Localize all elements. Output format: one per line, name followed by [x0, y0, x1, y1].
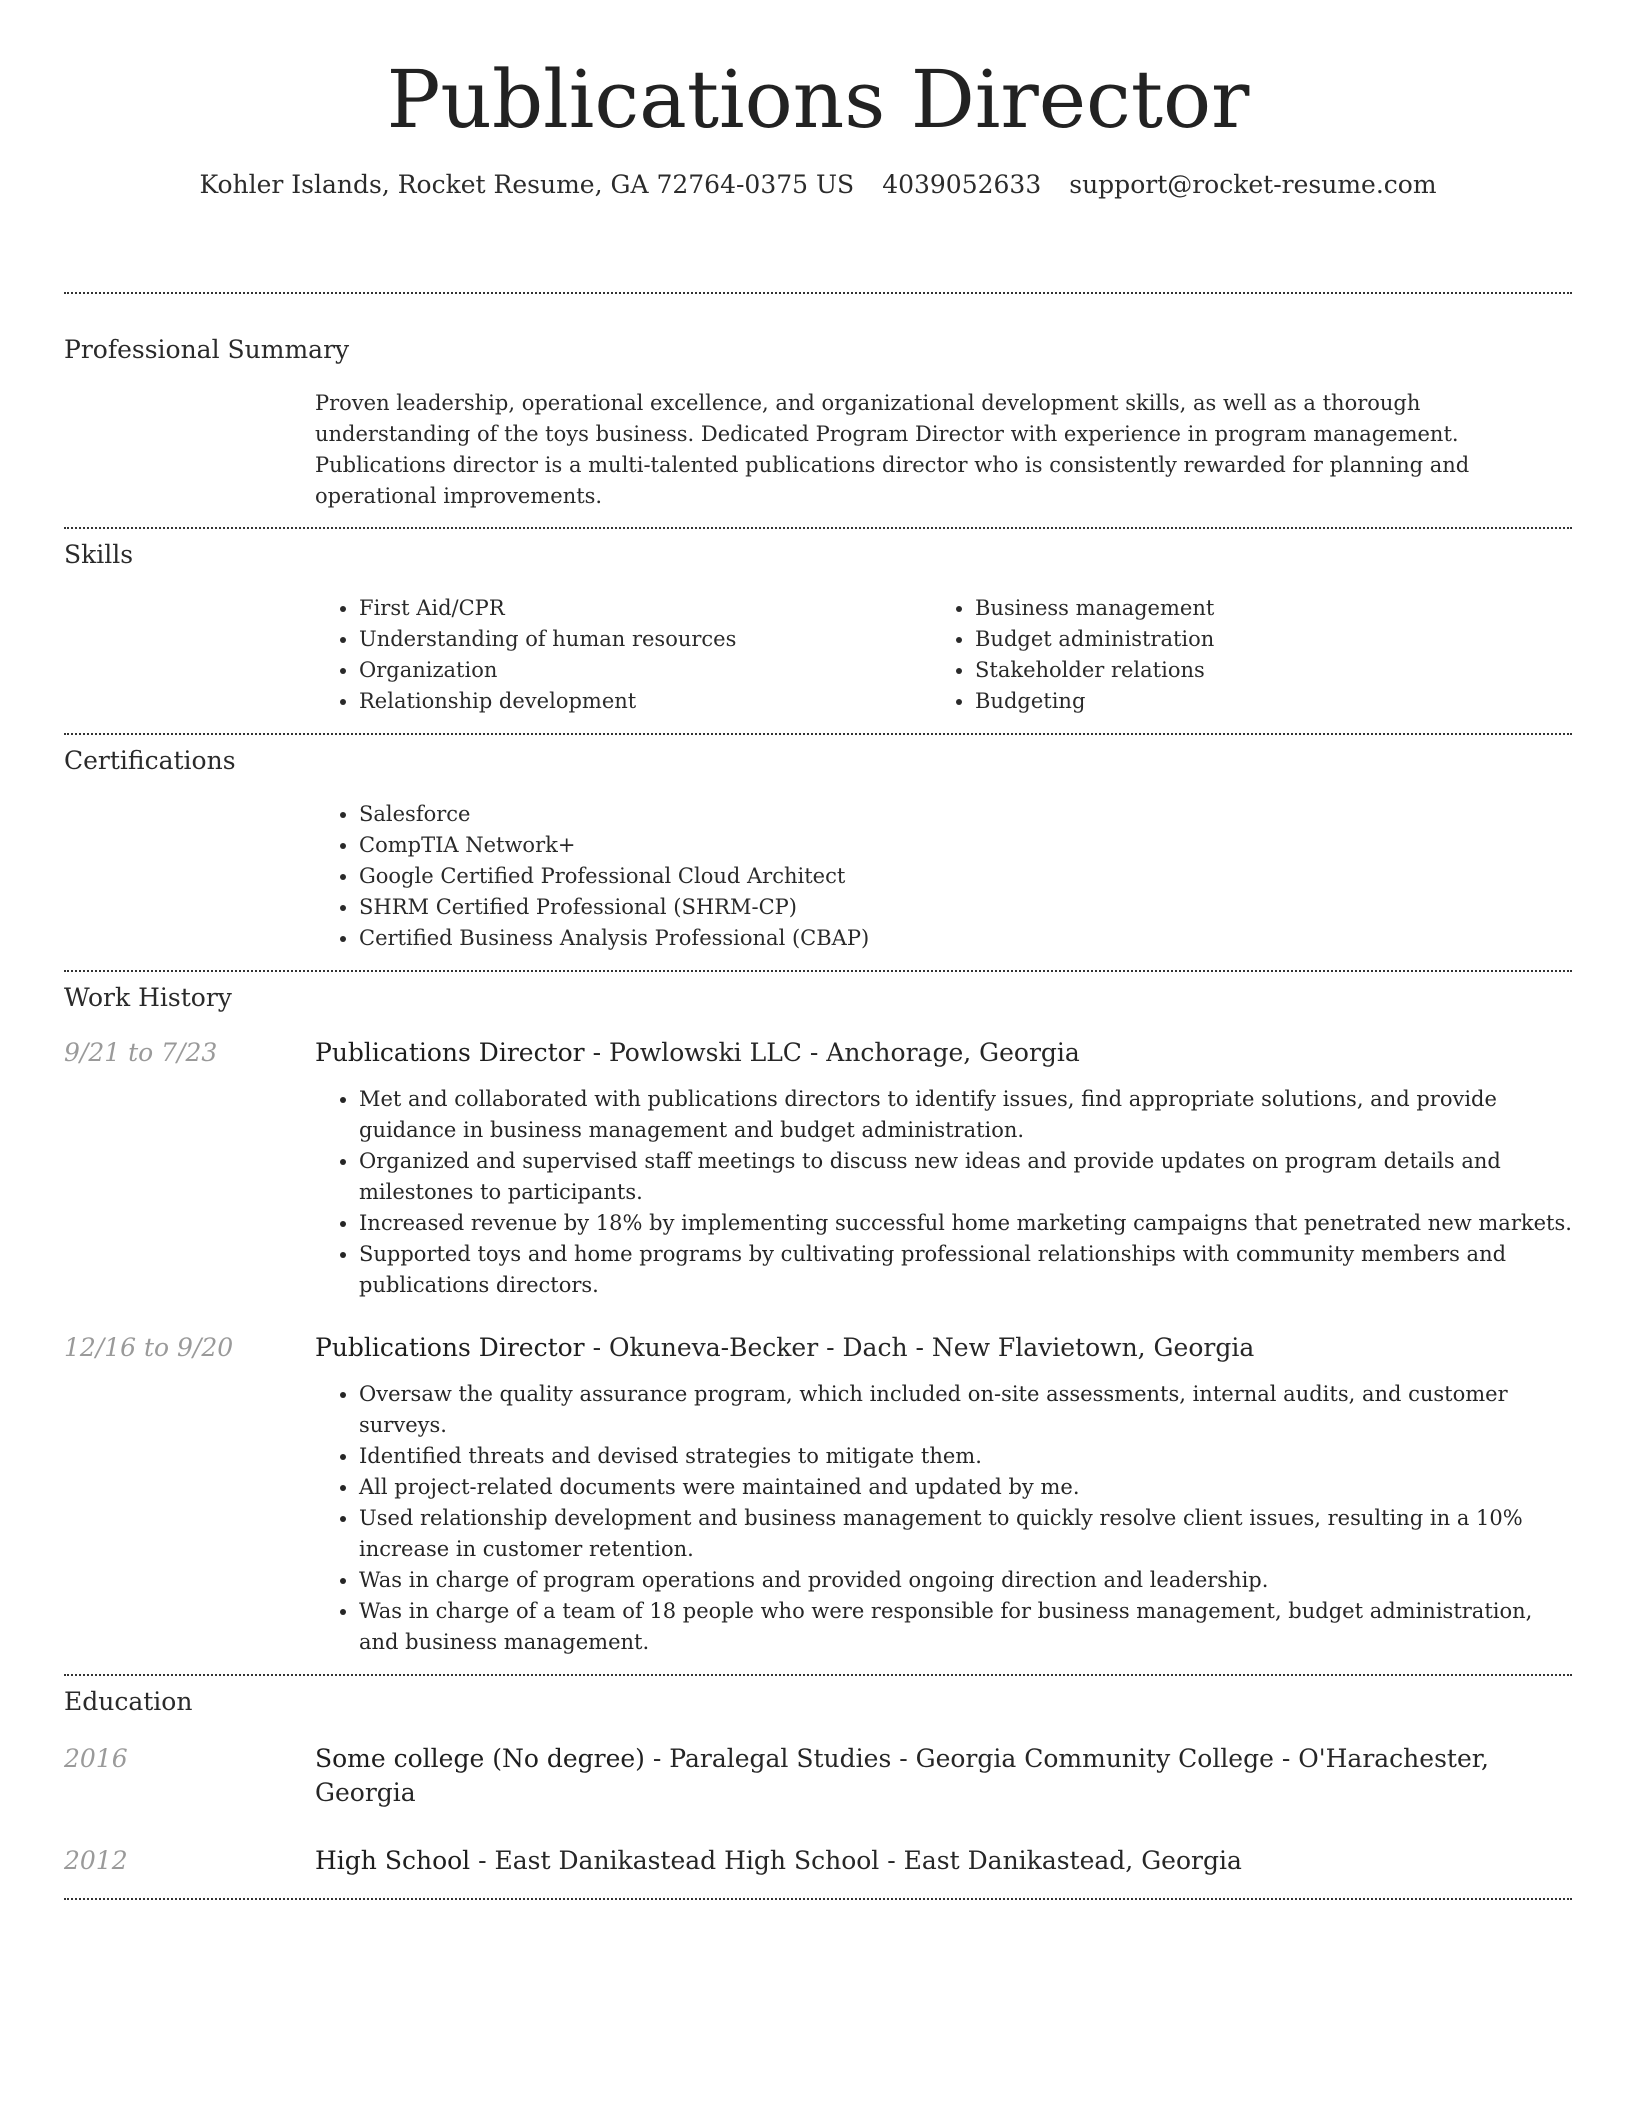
- job-details: - Okuneva-Becker - Dach - New Flavietown, Georgia: [584, 1333, 1255, 1362]
- job-bullet: • Oversaw the quality assurance program, which included on-site assessments, internal audits, and customer surveys.: [359, 1379, 1572, 1441]
- job-bullet: • Was in charge of a team of 18 people who were responsible for business management, budget administration, and business management.: [359, 1596, 1572, 1658]
- contact-email: support@rocket-resume.com: [1069, 170, 1437, 199]
- skills-list-right: [931, 593, 1547, 717]
- section-title-education: Education: [64, 1687, 193, 1716]
- job-entry: [64, 1036, 1572, 1301]
- certification-item: • SHRM Certified Professional (SHRM-CP): [359, 892, 1572, 923]
- divider: [64, 527, 1572, 529]
- skills-section: [64, 539, 1572, 717]
- section-title-certifications: Certifications: [64, 746, 236, 775]
- skill-item: • Relationship development: [359, 686, 931, 717]
- certification-item: • Certified Business Analysis Professional (CBAP): [359, 923, 1572, 954]
- resume-page: [64, 0, 1572, 1900]
- education-degree: High School: [315, 1846, 471, 1875]
- certification-item: • Salesforce: [359, 799, 1572, 830]
- divider: [64, 970, 1572, 972]
- job-bullet: • Organized and supervised staff meetings to discuss new ideas and provide updates on program details and milestones to participants.: [359, 1146, 1572, 1208]
- certifications-section: [64, 745, 1572, 954]
- job-heading: [315, 1036, 1572, 1070]
- summary-section: [64, 334, 1572, 512]
- summary-text: Proven leadership, operational excellence, and organizational development skills, as well as a thorough understanding of the toys business. Dedicated Program Director with experience in program management. Publications director is a multi-talented publications director who is consistently rewarded for planning and operational improvements.: [315, 391, 1470, 508]
- section-title-summary: Professional Summary: [64, 335, 350, 364]
- education-year: 2012: [64, 1846, 128, 1875]
- skill-item: • First Aid/CPR: [359, 593, 931, 624]
- job-bullet: • Used relationship development and business management to quickly resolve client issues, resulting in a 10% increase in customer retention.: [359, 1503, 1572, 1565]
- education-heading: [315, 1844, 1572, 1878]
- job-role: Publications Director: [315, 1038, 585, 1067]
- skill-item: • Budgeting: [975, 686, 1547, 717]
- job-body: [315, 1331, 1572, 1658]
- skills-column-right: [931, 593, 1547, 717]
- candidate-name: Publications Director: [386, 53, 1250, 146]
- skills-content: [315, 593, 1572, 717]
- section-title-skills: Skills: [64, 540, 134, 569]
- job-dates: 9/21 to 7/23: [64, 1038, 218, 1067]
- job-bullet: • Met and collaborated with publications directors to identify issues, find appropriate solutions, and provide guidance in business management and budget administration.: [359, 1084, 1572, 1146]
- skill-item: • Stakeholder relations: [975, 655, 1547, 686]
- certifications-list: [315, 799, 1572, 954]
- divider: [64, 292, 1572, 294]
- job-dates: 12/16 to 9/20: [64, 1333, 234, 1362]
- skill-item: • Understanding of human resources: [359, 624, 931, 655]
- resume-header: [64, 0, 1572, 240]
- job-bullets: [315, 1379, 1572, 1658]
- certifications-content: [315, 799, 1572, 954]
- job-role: Publications Director: [315, 1333, 585, 1362]
- job-bullet: • Increased revenue by 18% by implementing successful home marketing campaigns that penetrated new markets.: [359, 1208, 1572, 1239]
- education-details: - Paralegal Studies - Georgia Community College - O'Harachester, Georgia: [315, 1744, 1489, 1807]
- certification-item: • CompTIA Network+: [359, 830, 1572, 861]
- skill-item: • Organization: [359, 655, 931, 686]
- job-heading: [315, 1331, 1572, 1365]
- contact-line: [64, 168, 1572, 202]
- divider: [64, 1674, 1572, 1676]
- job-details: - Powlowski LLC - Anchorage, Georgia: [584, 1038, 1080, 1067]
- job-bullets: [315, 1084, 1572, 1301]
- divider: [64, 1898, 1572, 1900]
- skills-list-left: [315, 593, 931, 717]
- job-bullets-wrap: [315, 1084, 1572, 1301]
- education-body: [315, 1844, 1572, 1878]
- education-body: [315, 1742, 1572, 1810]
- skill-item: • Business management: [975, 593, 1547, 624]
- job-bullet: • All project-related documents were maintained and updated by me.: [359, 1472, 1572, 1503]
- section-title-work-history: Work History: [64, 983, 232, 1012]
- skill-item: • Budget administration: [975, 624, 1547, 655]
- job-bullet: • Supported toys and home programs by cultivating professional relationships with community members and publications directors.: [359, 1239, 1572, 1301]
- work-history-section: [64, 982, 1572, 1658]
- certification-item: • Google Certified Professional Cloud Architect: [359, 861, 1572, 892]
- contact-phone: 4039052633: [882, 170, 1042, 199]
- education-entry: [64, 1844, 1572, 1878]
- education-year: 2016: [64, 1744, 128, 1773]
- divider: [64, 733, 1572, 735]
- skills-column-left: [315, 593, 931, 717]
- contact-address: Kohler Islands, Rocket Resume, GA 72764-0375 US: [199, 170, 855, 199]
- education-heading: [315, 1742, 1572, 1810]
- summary-content: [315, 388, 1572, 512]
- education-section: [64, 1686, 1572, 1878]
- education-details: - East Danikastead High School - East Danikastead, Georgia: [470, 1846, 1242, 1875]
- education-degree: Some college (No degree): [315, 1744, 645, 1773]
- job-bullet: • Was in charge of program operations and provided ongoing direction and leadership.: [359, 1565, 1572, 1596]
- job-entry: [64, 1331, 1572, 1658]
- job-body: [315, 1036, 1572, 1301]
- job-bullet: • Identified threats and devised strategies to mitigate them.: [359, 1441, 1572, 1472]
- education-entry: [64, 1742, 1572, 1810]
- job-bullets-wrap: [315, 1379, 1572, 1658]
